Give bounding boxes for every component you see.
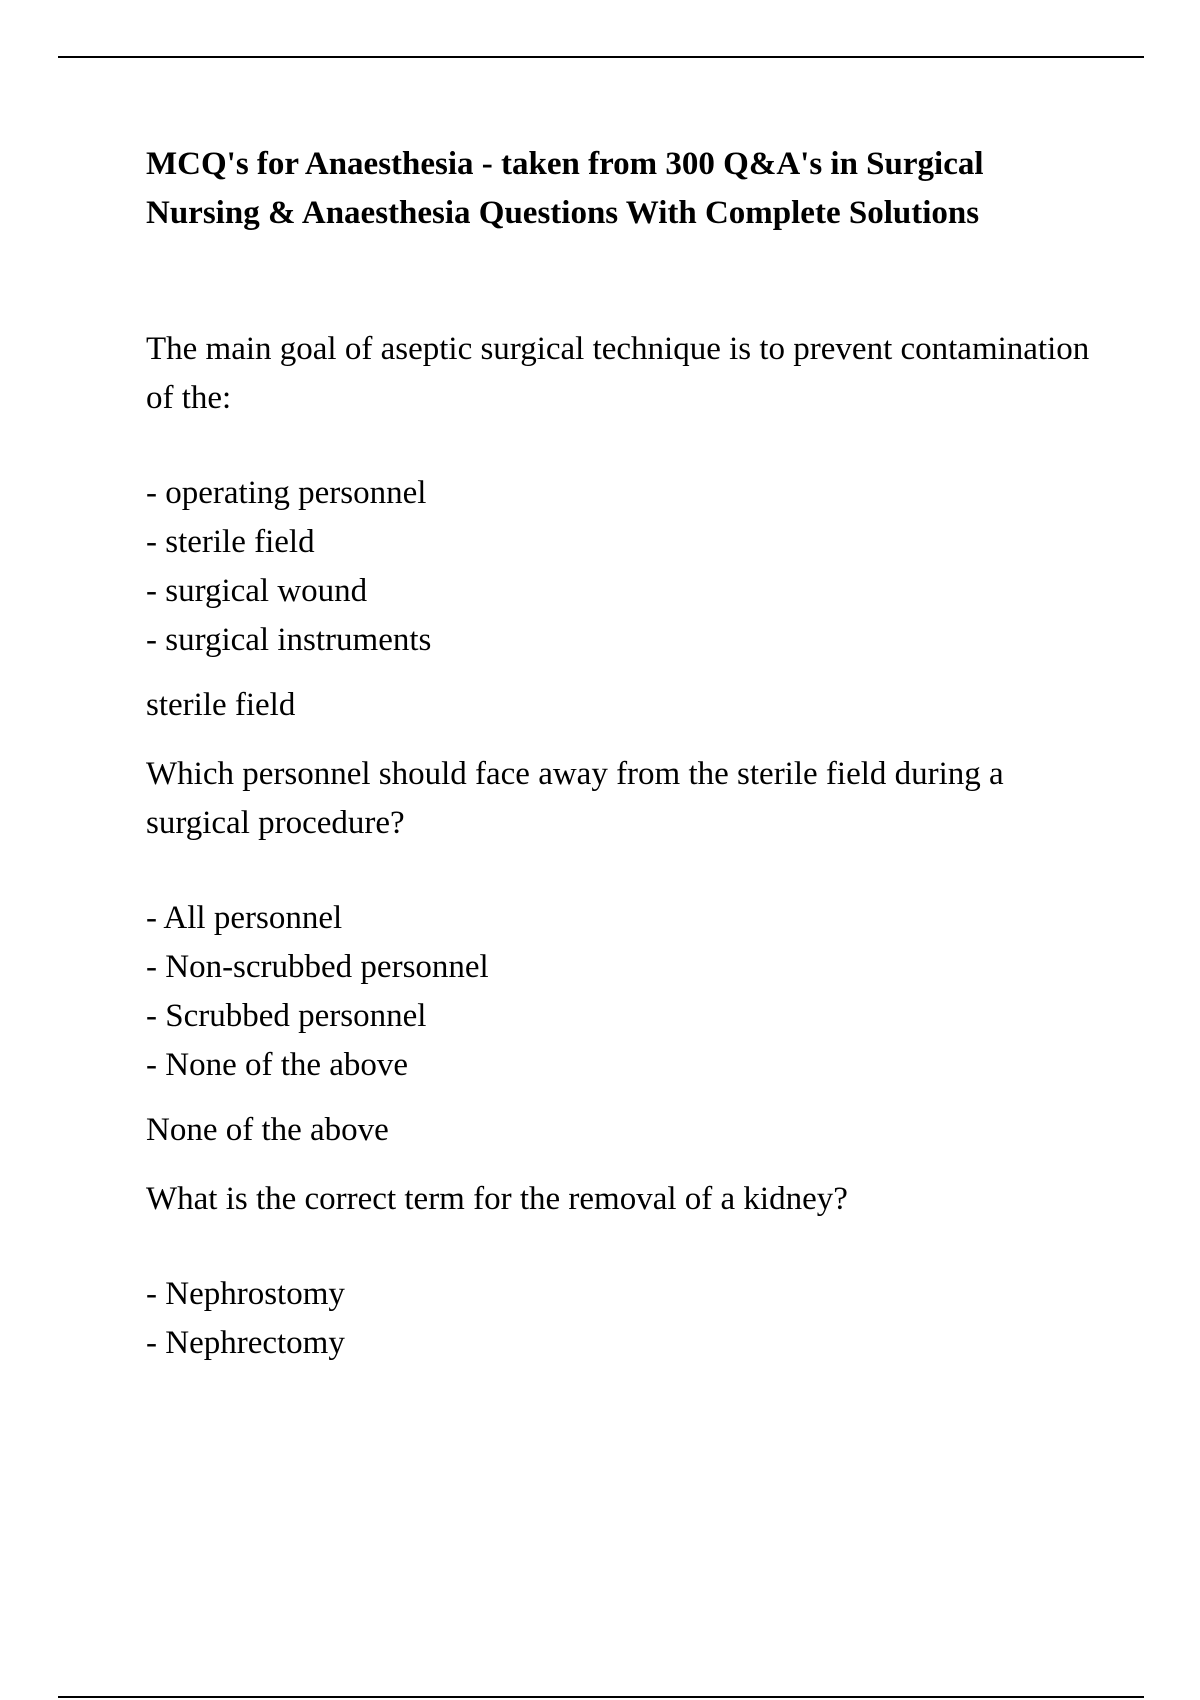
- option-item: - surgical wound: [146, 573, 368, 609]
- question-text: The main goal of aseptic surgical technique is to prevent contamination of the:: [146, 331, 1090, 416]
- option-item: - Scrubbed personnel: [146, 998, 427, 1034]
- option-item: - All personnel: [146, 900, 343, 936]
- option-item: - None of the above: [146, 1047, 409, 1083]
- option-item: - Non-scrubbed personnel: [146, 949, 489, 985]
- question-text: Which personnel should face away from the sterile field during a surgical procedure?: [146, 756, 1004, 841]
- question-block-1: [146, 325, 1096, 730]
- option-item: - Nephrostomy: [146, 1276, 345, 1312]
- question-text: What is the correct term for the removal of a kidney?: [146, 1181, 848, 1217]
- option-list: [146, 469, 1096, 665]
- question-block-3: [146, 1175, 1096, 1368]
- option-item: - Nephrectomy: [146, 1325, 345, 1361]
- document-title: MCQ's for Anaesthesia - taken from 300 Q&A's in Surgical Nursing & Anaesthesia Questions With Complete Solutions: [146, 146, 984, 231]
- option-list: [146, 894, 1096, 1090]
- question-block-2: [146, 750, 1096, 1155]
- option-item: - sterile field: [146, 524, 315, 560]
- option-item: - operating personnel: [146, 475, 427, 511]
- answer-text: sterile field: [146, 687, 296, 723]
- option-list: [146, 1270, 1096, 1368]
- header-rule: [58, 56, 1144, 58]
- option-item: - surgical instruments: [146, 622, 432, 658]
- document-body: [146, 140, 1096, 1368]
- answer-text: None of the above: [146, 1112, 389, 1148]
- footer-rule: [58, 1696, 1144, 1698]
